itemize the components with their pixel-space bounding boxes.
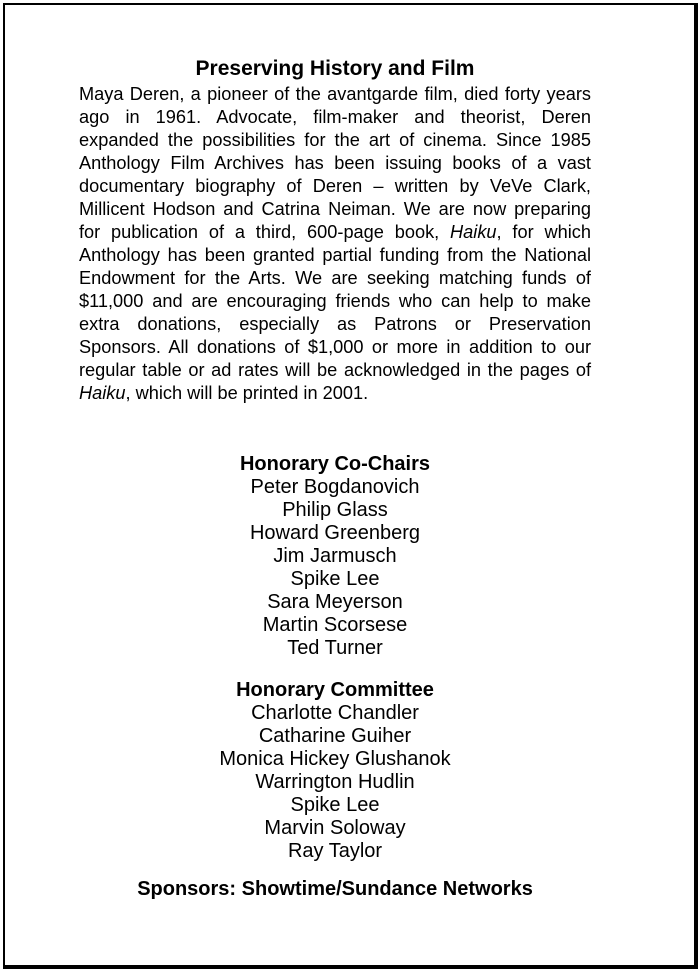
committee-member-name: Marvin Soloway bbox=[264, 817, 406, 839]
co-chairs-heading: Honorary Co-Chairs bbox=[239, 453, 431, 475]
page-title: Preserving History and Film bbox=[195, 57, 475, 80]
committee-member-name: Spike Lee bbox=[290, 794, 380, 816]
co-chair-name: Sara Meyerson bbox=[267, 591, 403, 613]
committee-member-name: Ray Taylor bbox=[287, 840, 383, 862]
committee-member-name: Warrington Hudlin bbox=[255, 771, 415, 793]
co-chair-name: Philip Glass bbox=[282, 499, 388, 521]
honorary-committee-section bbox=[0, 678, 670, 863]
paragraph-text-part-1: Maya Deren, a pioneer of the avantgarde film, died forty years ago in 1961. Advocate, film-maker and theorist, Deren expanded the possibilities for the art of cinema. Since 1985 Anthology Film Archives has been issuing books of a vast documentary biography of Deren – written by VeVe Clark, Millicent Hodson and Catrina Neiman. We are now preparing for publication of a third, 600-page book, bbox=[79, 84, 591, 242]
sponsors-line: Sponsors: Showtime/Sundance Networks bbox=[137, 878, 533, 900]
paragraph-text-part-3: , which will be printed in 2001. bbox=[125, 383, 369, 403]
intro-paragraph bbox=[79, 83, 591, 405]
co-chair-name: Martin Scorsese bbox=[262, 614, 408, 636]
committee-member-name: Charlotte Chandler bbox=[251, 702, 419, 724]
honorary-co-chairs-section bbox=[0, 452, 670, 660]
co-chair-name: Jim Jarmusch bbox=[273, 545, 397, 567]
co-chairs-list bbox=[0, 476, 670, 660]
committee-heading: Honorary Committee bbox=[236, 679, 434, 701]
committee-list bbox=[0, 702, 670, 863]
co-chair-name: Spike Lee bbox=[290, 568, 380, 590]
co-chair-name: Ted Turner bbox=[287, 637, 383, 659]
committee-member-name: Monica Hickey Glushanok bbox=[219, 748, 451, 770]
book-title-haiku: Haiku bbox=[450, 222, 497, 242]
co-chair-name: Peter Bogdanovich bbox=[250, 476, 420, 498]
paragraph-text-part-2: , for which Anthology has been granted partial funding from the National Endowment for the Arts. We are seeking matching funds of $11,000 and are encouraging friends who can help to make extra donations, especially as Patrons or Preservation Sponsors. All donations of $1,000 or more in addition to our regular table or ad rates will be acknowledged in the pages of bbox=[79, 222, 591, 380]
co-chair-name: Howard Greenberg bbox=[249, 522, 421, 544]
committee-member-name: Catharine Guiher bbox=[258, 725, 412, 747]
book-title-haiku: Haiku bbox=[79, 383, 126, 403]
